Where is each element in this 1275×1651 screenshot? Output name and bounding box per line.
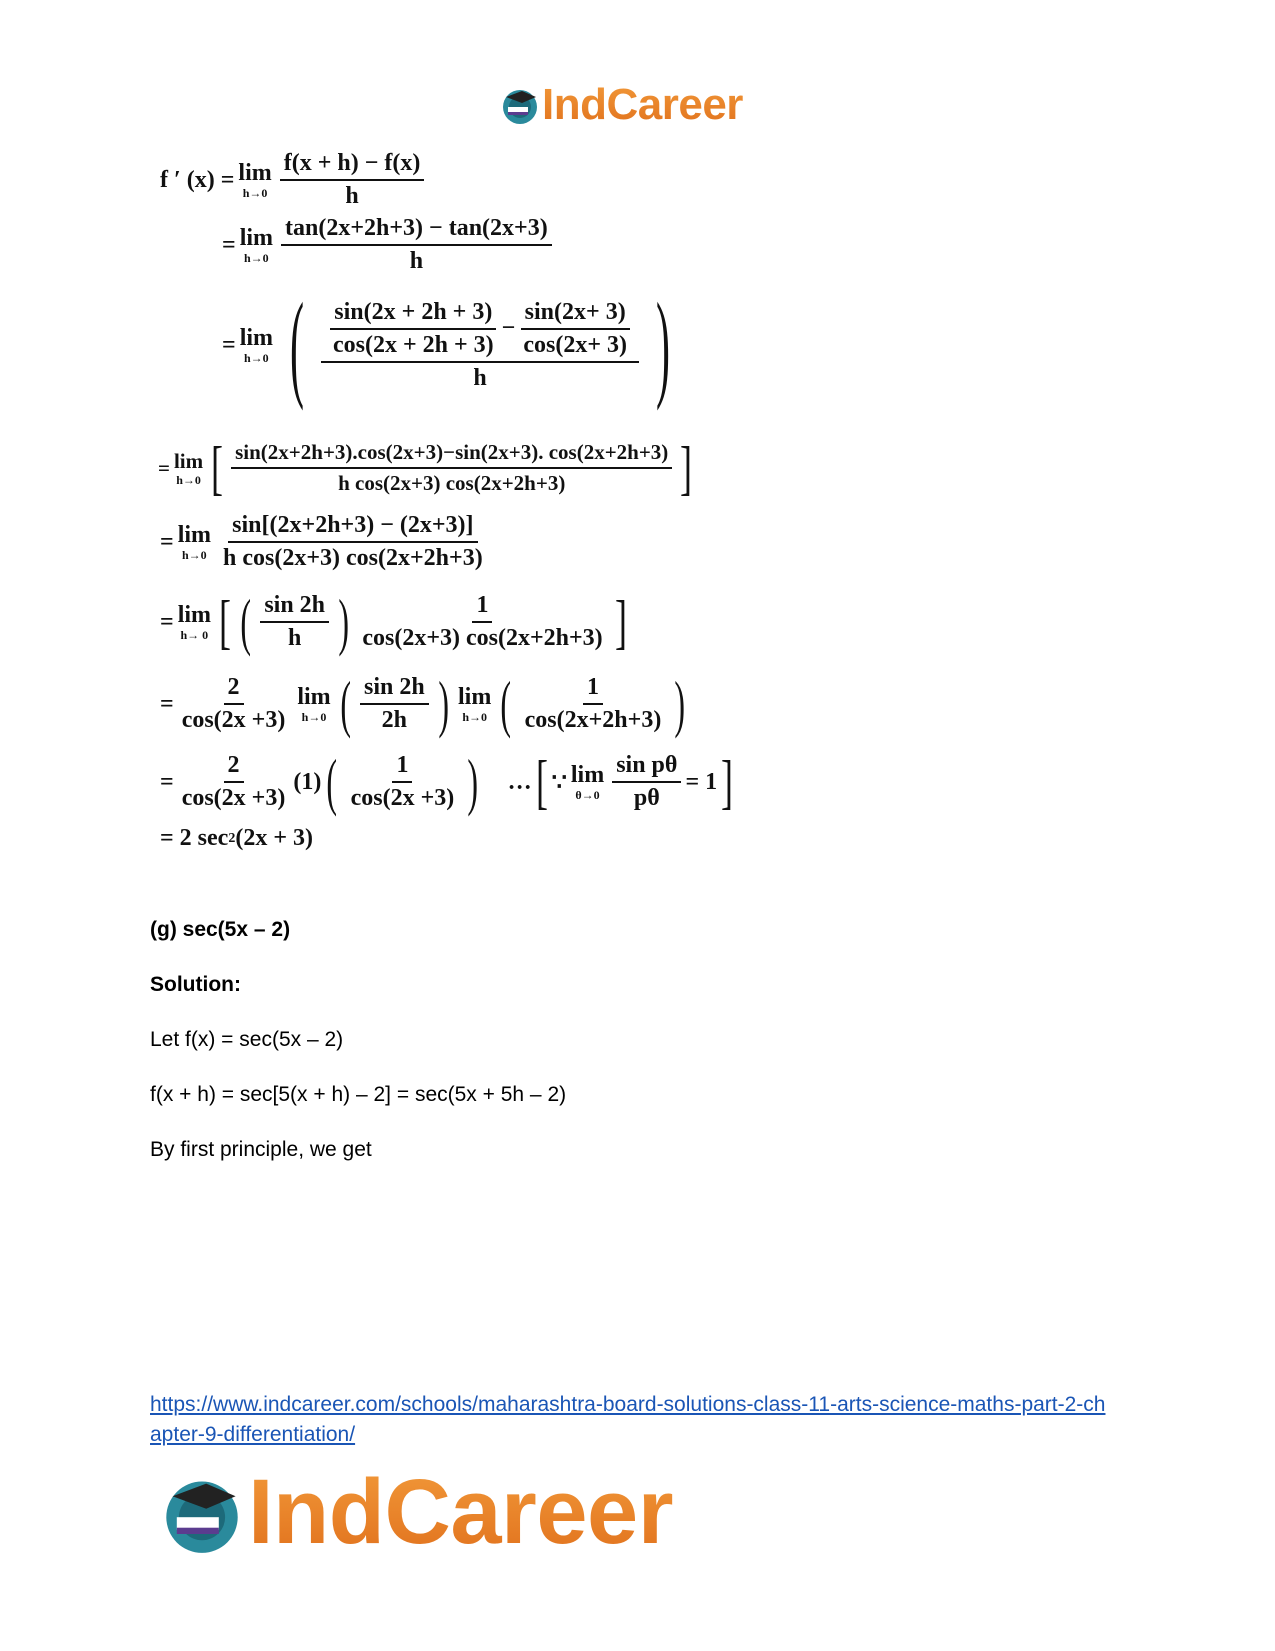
equation-line-2: [222, 215, 556, 275]
fraction: $\frac{1}{\cos(2x+2h+3)}$: [524, 674, 662, 733]
fraction: $\frac{2}{\cos(2x +3)}$: [181, 752, 286, 811]
equation-line-5: [160, 512, 491, 572]
let-statement: Let f(x) = sec(5x – 2): [150, 1028, 344, 1051]
logo-wordmark: IndCareer: [542, 80, 743, 129]
fraction: $\frac{\sin[(2x+2h+3) - (2x+3)]}{\text{h cos(2x+3) cos(2x+2h+3)}}$: [223, 512, 483, 571]
indcareer-logo-top: [500, 80, 743, 130]
equation-line-4: [158, 435, 696, 501]
solution-label: Solution:: [150, 973, 241, 996]
equals-sign: =: [160, 528, 174, 555]
fraction: $\frac{1}{\cos(2x +3)}$: [350, 752, 455, 811]
limit: lim h→ 0: [177, 602, 212, 642]
logo-wordmark: IndCareer: [248, 1461, 673, 1563]
graduation-cap-icon: [500, 85, 540, 125]
equals-sign: =: [222, 331, 236, 358]
equals-sign: =: [160, 690, 174, 717]
equals-sign: =: [158, 455, 170, 480]
first-principle-statement: By first principle, we get: [150, 1138, 372, 1161]
limit: lim h→0: [173, 448, 204, 487]
limit: lim h→0: [297, 684, 331, 724]
right-paren: ): [656, 278, 670, 411]
source-link[interactable]: https://www.indcareer.com/schools/maharashtra-board-solutions-class-11-arts-science-maths-part-2-chapter-9-differentiation/: [150, 1393, 1106, 1446]
limit: lim h→0: [177, 522, 212, 562]
result-text: = 2 sec: [160, 825, 229, 851]
equation-line-8: = $\frac{2}{\cos(2x +3)}$ (1) ( $\frac{1}{\cos(2x +3)}$ ) … [ ∵ lim θ→0 $\frac{\text{sin pθ}}{p\theta}$ = 1 ]: [160, 746, 734, 817]
equals-sign: =: [160, 768, 174, 795]
right-bracket: ]: [721, 749, 734, 815]
limit: lim h→0: [239, 225, 274, 265]
derivative-lhs: f ′ (x) =: [160, 166, 235, 193]
limit: lim h→0: [239, 325, 274, 365]
limit: lim θ→0: [570, 762, 605, 802]
equation-line-9: [160, 825, 313, 852]
fraction: $\frac{\tan(2x+2h+3) - \tan(2x+3)}{h}$: [281, 215, 552, 275]
left-bracket: [: [535, 749, 548, 815]
equation-line-3: [222, 278, 683, 411]
limit: lim h→0: [458, 684, 492, 724]
part-heading: (g) sec(5x – 2): [150, 918, 291, 941]
fraction: $\frac{\text{sin pθ}}{p\theta}$: [612, 752, 681, 812]
factor-one: (1): [293, 768, 322, 795]
equation-line-1: [160, 150, 428, 210]
left-bracket: [: [211, 435, 224, 501]
fraction: $\frac{\sin 2h}{2h}$: [360, 674, 429, 734]
right-bracket: ]: [680, 435, 693, 501]
left-paren: (: [290, 278, 304, 411]
because-symbol: ∵: [551, 769, 567, 796]
limit: lim h→0: [238, 160, 272, 200]
equals-sign: =: [222, 231, 236, 258]
indcareer-logo-bottom: [160, 1460, 673, 1565]
graduation-cap-icon: [160, 1471, 244, 1555]
fraction: $\frac{\sin(2x+2h+3).\cos(2x+3)-\sin(2x+3). \cos(2x+2h+3)}{\text{h cos(2x+3) cos(2x+2h+3)}}$: [231, 440, 672, 496]
equation-line-6: = lim h→ 0 [ ( $\frac{\sin 2h}{h}$ ) $\frac{1}{\cos(2x+3) \cos(2x+2h+3)}$ ]: [160, 586, 627, 657]
equation-line-7: = $\frac{2}{\cos(2x +3)}$ lim h→0 ( $\frac{\sin 2h}{2h}$ ) lim h→0 ( $\frac{1}{\cos(2x+2h+3)}$ ): [160, 668, 686, 739]
f-x-plus-h-statement: f(x + h) = sec[5(x + h) – 2] = sec(5x + 5h – 2): [150, 1083, 567, 1106]
compound-fraction: $\frac{\sin(2x + 2h + 3)}{\cos(2x + 2h + 3)}$ − $\frac{\sin(2x+ 3)}{\cos(2x+ 3)}$ h: [321, 299, 639, 392]
superscript: 2: [228, 830, 236, 846]
fraction: $\frac{\sin 2h}{h}$: [260, 592, 329, 652]
fraction: $\frac{2}{\cos(2x +3)}$: [181, 674, 286, 733]
left-bracket: [: [219, 589, 232, 655]
fraction: $\frac{f(x + h) - f(x)}{h}$: [280, 150, 425, 210]
equals-one: = 1: [685, 768, 718, 795]
equals-sign: =: [160, 608, 174, 635]
fraction: $\frac{1}{\cos(2x+3) \cos(2x+2h+3)}$: [362, 592, 603, 651]
result-tail: (2x + 3): [235, 825, 313, 851]
ellipsis: …: [507, 768, 532, 795]
right-bracket: ]: [614, 589, 627, 655]
